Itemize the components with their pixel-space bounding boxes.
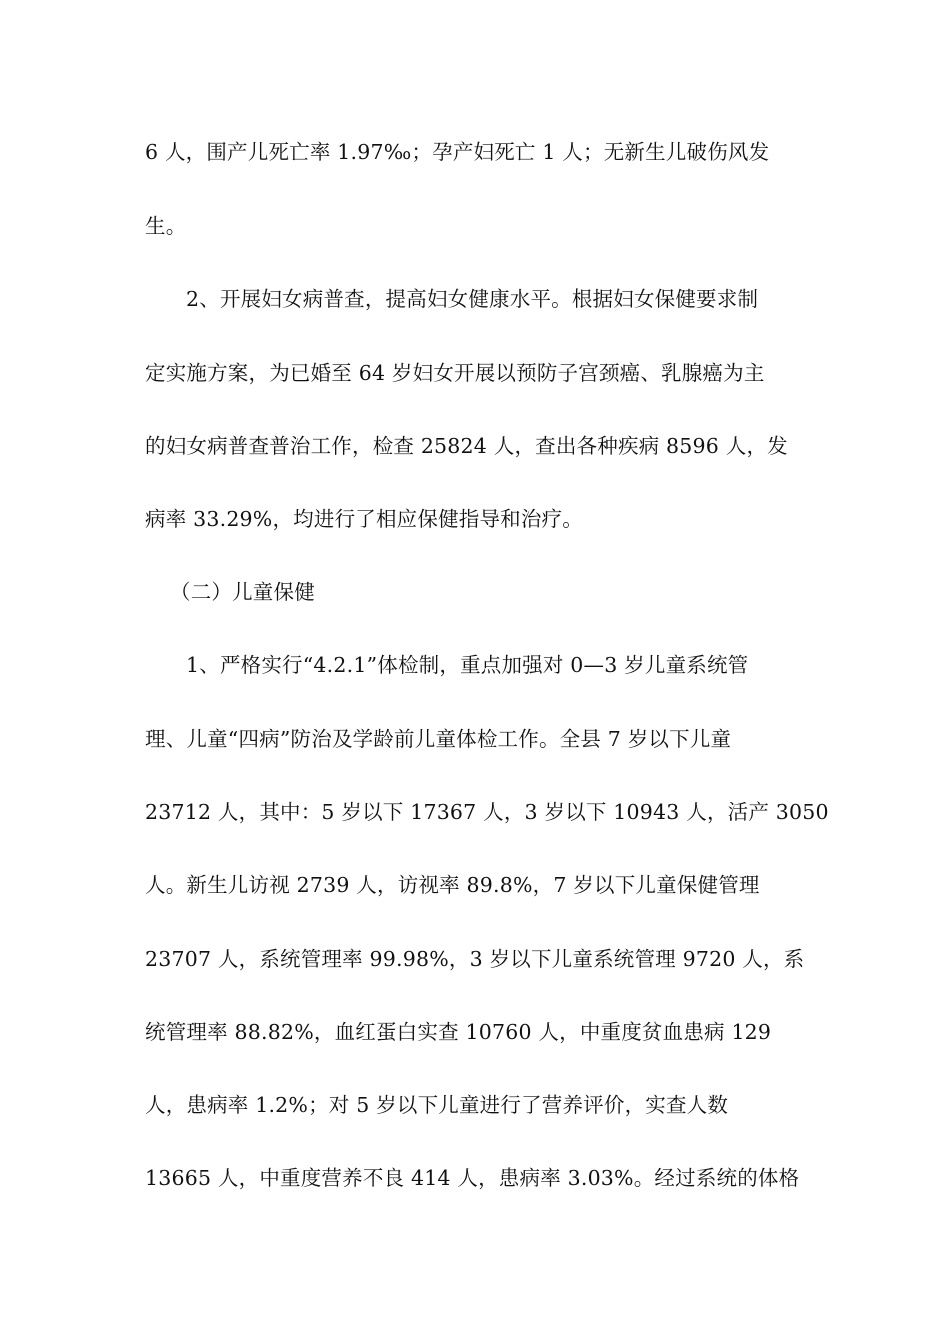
body-text-line: 23712 人，其中：5 岁以下 17367 人，3 岁以下 10943 人，活产 3050	[145, 800, 829, 824]
body-text-line: 的妇女病普查普治工作，检查 25824 人，查出各种疾病 8596 人，发	[145, 434, 788, 458]
section-heading: （二）儿童保健	[170, 580, 315, 604]
body-text-line: 人。新生儿访视 2739 人，访视率 89.8%，7 岁以下儿童保健管理	[145, 873, 760, 897]
paragraph-text-line: 1、严格实行“4.2.1”体检制，重点加强对 0—3 岁儿童系统管	[186, 653, 749, 677]
paragraph-text-line: 2、开展妇女病普查，提高妇女健康水平。根据妇女保健要求制	[186, 287, 759, 311]
body-text-line: 人，患病率 1.2%；对 5 岁以下儿童进行了营养评价，实查人数	[145, 1093, 729, 1117]
body-text-line: 13665 人，中重度营养不良 414 人，患病率 3.03%。经过系统的体格	[145, 1166, 800, 1190]
body-text-line: 生。	[145, 214, 187, 238]
body-text-line: 理、儿童“四病”防治及学龄前儿童体检工作。全县 7 岁以下儿童	[145, 727, 732, 751]
body-text-line: 病率 33.29%，均进行了相应保健指导和治疗。	[145, 507, 583, 531]
body-text-line: 统管理率 88.82%，血红蛋白实查 10760 人，中重度贫血患病 129	[145, 1020, 772, 1044]
body-text-line: 定实施方案，为已婚至 64 岁妇女开展以预防子宫颈癌、乳腺癌为主	[145, 361, 765, 385]
body-text-line: 23707 人，系统管理率 99.98%，3 岁以下儿童系统管理 9720 人，系	[145, 947, 805, 971]
body-text-line: 6 人，围产儿死亡率 1.97‰；孕产妇死亡 1 人；无新生儿破伤风发	[145, 140, 770, 164]
